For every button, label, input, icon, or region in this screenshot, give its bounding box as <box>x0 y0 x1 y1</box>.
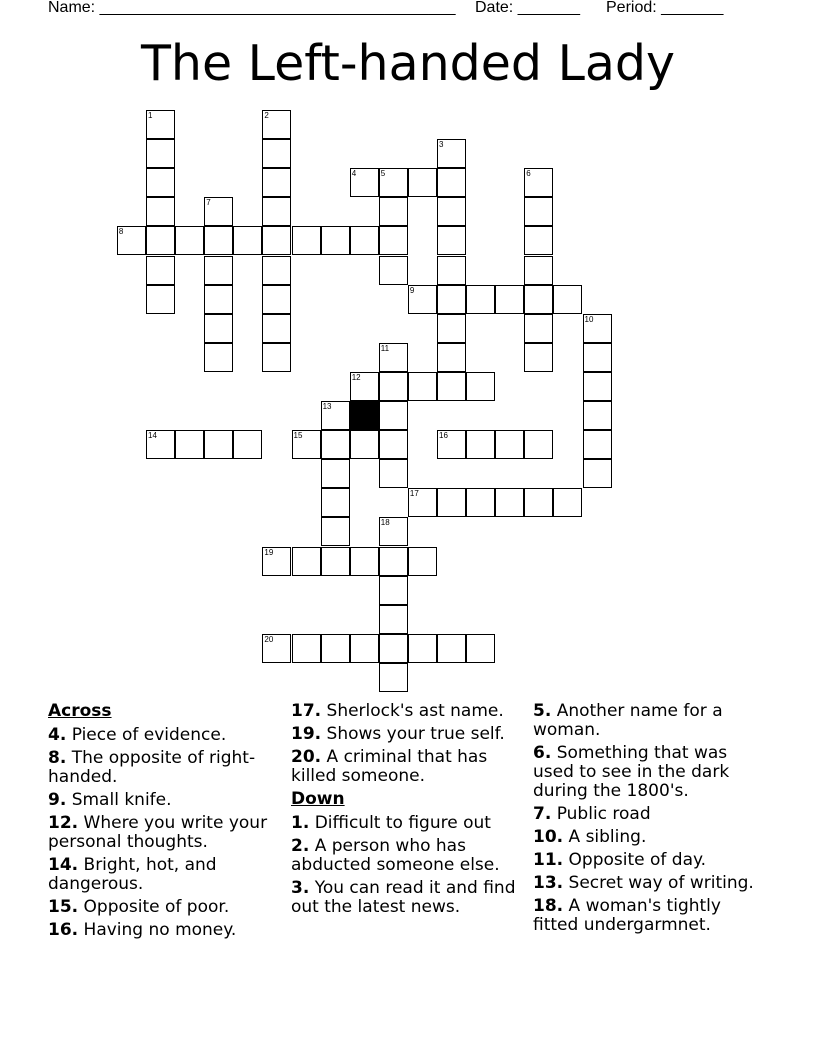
grid-cell[interactable] <box>379 256 408 285</box>
grid-cell[interactable] <box>583 372 612 401</box>
grid-cell[interactable] <box>262 226 291 255</box>
grid-cell[interactable] <box>175 430 204 459</box>
clue-number: 17 <box>409 489 419 499</box>
grid-cell[interactable] <box>292 430 321 459</box>
grid-cell[interactable] <box>321 517 350 546</box>
grid-cell[interactable] <box>553 488 582 517</box>
grid-cell[interactable] <box>437 314 466 343</box>
down-heading: Down <box>291 789 345 809</box>
clue-down-10: 10. A sibling. <box>533 827 647 847</box>
grid-cell[interactable] <box>379 634 408 663</box>
grid-cell[interactable] <box>379 226 408 255</box>
clue-number: 19 <box>264 547 274 557</box>
grid-cell[interactable] <box>524 197 553 226</box>
grid-cell[interactable] <box>408 168 437 197</box>
grid-cell[interactable] <box>437 139 466 168</box>
grid-cell[interactable] <box>350 634 379 663</box>
clue-down-18: 18. A woman's tightly fitted undergarmnet. <box>533 896 721 935</box>
clue-down-13: 13. Secret way of writing. <box>533 873 754 893</box>
grid-cell[interactable] <box>437 634 466 663</box>
grid-cell[interactable] <box>204 343 233 372</box>
grid-cell[interactable] <box>466 430 495 459</box>
clue-across-15: 15. Opposite of poor. <box>48 897 230 917</box>
grid-cell[interactable] <box>350 168 379 197</box>
clue-down-3: 3. You can read it and find out the latest news. <box>291 878 516 917</box>
grid-cell[interactable] <box>379 401 408 430</box>
grid-cell[interactable] <box>379 663 408 692</box>
grid-block <box>350 401 379 430</box>
grid-cell[interactable] <box>321 401 350 430</box>
grid-cell[interactable] <box>204 197 233 226</box>
clue-down-5: 5. Another name for a woman. <box>533 701 723 740</box>
clue-across-12: 12. Where you write your personal thoughts. <box>48 813 268 852</box>
grid-cell[interactable] <box>466 285 495 314</box>
across-heading: Across <box>48 701 112 721</box>
grid-cell[interactable] <box>262 634 291 663</box>
clue-across-9: 9. Small knife. <box>48 790 172 810</box>
date-field-label[interactable]: Date: _______ <box>475 0 580 16</box>
grid-cell[interactable] <box>379 459 408 488</box>
grid-cell[interactable] <box>379 547 408 576</box>
grid-cell[interactable] <box>321 488 350 517</box>
clue-number: 10 <box>584 314 594 324</box>
grid-cell[interactable] <box>437 256 466 285</box>
grid-cell[interactable] <box>146 168 175 197</box>
grid-cell[interactable] <box>437 372 466 401</box>
grid-cell[interactable] <box>262 139 291 168</box>
clue-number: 11 <box>380 343 390 353</box>
grid-cell[interactable] <box>495 430 524 459</box>
clues-column-3 <box>533 702 763 939</box>
grid-cell[interactable] <box>524 343 553 372</box>
clue-number: 16 <box>439 431 448 441</box>
clue-number: 8 <box>118 227 124 237</box>
clue-number: 15 <box>293 431 303 441</box>
grid-cell[interactable] <box>408 488 437 517</box>
grid-cell[interactable] <box>146 226 175 255</box>
grid-cell[interactable] <box>466 488 495 517</box>
grid-cell[interactable] <box>379 197 408 226</box>
grid-cell[interactable] <box>379 343 408 372</box>
grid-cell[interactable] <box>262 168 291 197</box>
clue-across-16: 16. Having no money. <box>48 920 237 940</box>
grid-cell[interactable] <box>321 226 350 255</box>
grid-cell[interactable] <box>146 430 175 459</box>
grid-cell[interactable] <box>262 256 291 285</box>
clue-number: 14 <box>148 431 157 441</box>
grid-cell[interactable] <box>466 634 495 663</box>
clue-number: 5 <box>380 169 386 179</box>
grid-cell[interactable] <box>583 343 612 372</box>
grid-cell[interactable] <box>437 197 466 226</box>
grid-cell[interactable] <box>437 430 466 459</box>
grid-cell[interactable] <box>466 372 495 401</box>
grid-cell[interactable] <box>350 430 379 459</box>
grid-cell[interactable] <box>350 226 379 255</box>
grid-cell[interactable] <box>262 285 291 314</box>
grid-cell[interactable] <box>583 314 612 343</box>
clue-number: 1 <box>148 111 153 120</box>
grid-cell[interactable] <box>146 256 175 285</box>
grid-cell[interactable] <box>117 226 146 255</box>
clue-down-11: 11. Opposite of day. <box>533 850 707 870</box>
puzzle-title: The Left-handed Lady <box>140 35 676 92</box>
grid-cell[interactable] <box>292 634 321 663</box>
grid-cell[interactable] <box>437 285 466 314</box>
grid-cell[interactable] <box>524 314 553 343</box>
grid-cell[interactable] <box>204 430 233 459</box>
grid-cell[interactable] <box>379 576 408 605</box>
grid-cell[interactable] <box>437 343 466 372</box>
grid-cell[interactable] <box>583 430 612 459</box>
clue-number: 2 <box>264 111 269 120</box>
grid-cell[interactable] <box>292 547 321 576</box>
grid-cell[interactable] <box>495 285 524 314</box>
grid-cell[interactable] <box>583 459 612 488</box>
clue-number: 7 <box>206 198 211 208</box>
grid-cell[interactable] <box>524 488 553 517</box>
grid-cell[interactable] <box>262 314 291 343</box>
clue-number: 20 <box>264 634 274 644</box>
clue-number: 12 <box>351 372 361 382</box>
grid-cell[interactable] <box>553 285 582 314</box>
grid-cell[interactable] <box>146 110 175 139</box>
grid-cell[interactable] <box>146 285 175 314</box>
grid-cell[interactable] <box>204 256 233 285</box>
grid-cell[interactable] <box>146 139 175 168</box>
grid-cell[interactable] <box>408 372 437 401</box>
grid-cell[interactable] <box>524 168 553 197</box>
clue-down-6: 6. Something that was used to see in the dark during the 1800's. <box>533 743 730 801</box>
grid-cell[interactable] <box>350 372 379 401</box>
grid-cell[interactable] <box>583 401 612 430</box>
grid-cell[interactable] <box>262 110 291 139</box>
clue-across-8: 8. The opposite of right-handed. <box>48 748 256 787</box>
clue-across-19: 19. Shows your true self. <box>291 724 505 744</box>
grid-cell[interactable] <box>204 285 233 314</box>
grid-cell[interactable] <box>175 226 204 255</box>
grid-cell[interactable] <box>204 314 233 343</box>
clue-down-2: 2. A person who has abducted someone else. <box>291 836 500 875</box>
grid-cell[interactable] <box>262 547 291 576</box>
grid-cell[interactable] <box>379 430 408 459</box>
clue-across-17: 17. Sherlock's ast name. <box>291 701 504 721</box>
grid-cell[interactable] <box>321 459 350 488</box>
grid-cell[interactable] <box>321 430 350 459</box>
grid-cell[interactable] <box>379 517 408 546</box>
grid-cell[interactable] <box>408 285 437 314</box>
clues-column-2 <box>291 702 521 921</box>
grid-cell[interactable] <box>146 197 175 226</box>
grid-cell[interactable] <box>408 547 437 576</box>
grid-cell[interactable] <box>408 634 437 663</box>
grid-cell[interactable] <box>350 547 379 576</box>
clue-down-7: 7. Public road <box>533 804 651 824</box>
grid-cell[interactable] <box>437 488 466 517</box>
grid-cell[interactable] <box>292 226 321 255</box>
grid-cell[interactable] <box>524 285 553 314</box>
clue-number: 18 <box>380 518 390 528</box>
clue-number: 13 <box>322 402 332 411</box>
grid-cell[interactable] <box>321 547 350 576</box>
grid-cell[interactable] <box>379 372 408 401</box>
grid-cell[interactable] <box>204 226 233 255</box>
clue-across-4: 4. Piece of evidence. <box>48 725 227 745</box>
grid-cell[interactable] <box>321 634 350 663</box>
grid-cell[interactable] <box>379 605 408 634</box>
clue-across-20: 20. A criminal that has killed someone. <box>291 747 488 786</box>
grid-cell[interactable] <box>437 226 466 255</box>
clues-column-1 <box>48 702 288 944</box>
grid-cell[interactable] <box>437 168 466 197</box>
grid-cell[interactable] <box>524 226 553 255</box>
grid-cell[interactable] <box>495 488 524 517</box>
grid-cell[interactable] <box>262 197 291 226</box>
period-field-label[interactable]: Period: _______ <box>606 0 724 16</box>
clue-number: 4 <box>351 169 357 179</box>
grid-cell[interactable] <box>233 430 262 459</box>
grid-cell[interactable] <box>524 430 553 459</box>
clue-number: 6 <box>526 169 531 179</box>
grid-cell[interactable] <box>233 226 262 255</box>
grid-cell[interactable] <box>524 256 553 285</box>
clue-number: 9 <box>409 285 415 295</box>
name-field-label[interactable]: Name: ________________________________________ <box>48 0 456 16</box>
clue-across-14: 14. Bright, hot, and dangerous. <box>48 855 217 894</box>
grid-cell[interactable] <box>379 168 408 197</box>
clue-number: 3 <box>439 140 444 150</box>
clue-down-1: 1. Difficult to figure out <box>291 813 491 833</box>
grid-cell[interactable] <box>262 343 291 372</box>
